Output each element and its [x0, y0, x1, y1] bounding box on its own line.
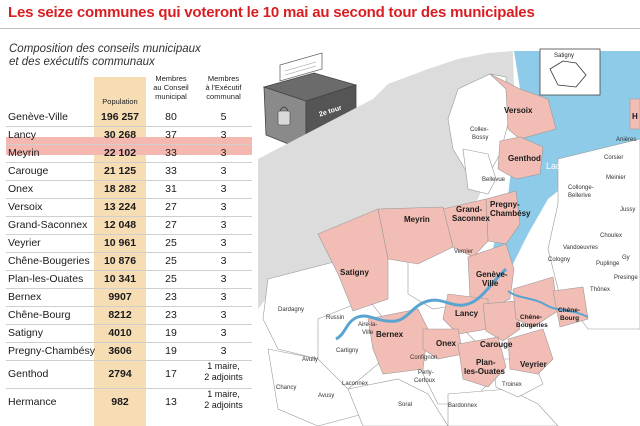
table-row [6, 324, 252, 342]
population-value: 3606 [108, 345, 132, 357]
label-bellevue: Bellevue [482, 177, 506, 183]
label-chene-bourg-1: Chêne- [558, 307, 581, 314]
column-header-council-line-1: Membres [155, 74, 187, 83]
population-value: 10 341 [103, 273, 137, 285]
council-value: 31 [165, 183, 177, 195]
population-value: 982 [111, 396, 129, 408]
label-plan-les-ouates-2: les-Ouates [464, 367, 505, 376]
population-value: 10 961 [103, 237, 137, 249]
population-value: 13 224 [103, 201, 137, 213]
table-row [6, 252, 252, 270]
label-satigny: Satigny [340, 268, 369, 277]
table-row [6, 234, 252, 252]
executive-value: 3 [220, 219, 227, 231]
executive-value: 3 [220, 201, 227, 213]
commune-name: Satigny [8, 327, 44, 339]
executive-value-line-1: 1 maire, [207, 389, 240, 399]
population-value: 10 876 [103, 255, 137, 267]
council-value: 27 [165, 219, 177, 231]
label-collonge-1: Collonge- [568, 185, 594, 191]
commune-name: Meyrin [8, 147, 40, 159]
commune-name: Genève-Ville [8, 111, 68, 123]
label-hermance-partial: H [632, 112, 638, 121]
council-value: 25 [165, 255, 177, 267]
column-header-executive [195, 74, 252, 101]
label-plan-les-ouates-1: Plan- [476, 358, 496, 367]
commune-name: Grand-Saconnex [8, 219, 88, 231]
table-row [6, 162, 252, 180]
label-grand-saconnex-1: Grand- [456, 205, 483, 214]
commune-name: Plan-les-Ouates [8, 273, 84, 285]
label-meyrin: Meyrin [404, 215, 430, 224]
label-puplinge: Puplinge [596, 261, 620, 267]
label-collex-2: Bossy [472, 135, 489, 141]
label-pregny-2: Chambésy [490, 209, 531, 218]
executive-value-line-2: 2 adjoints [204, 400, 243, 410]
label-vandoeuvres: Vandoeuvres [563, 245, 598, 251]
table-row [6, 360, 252, 388]
label-avusy: Avusy [318, 393, 335, 399]
commune-name: Bernex [8, 291, 42, 303]
column-header-council-line-3: municipal [155, 92, 187, 101]
council-value: 25 [165, 273, 177, 285]
commune-name: Chêne-Bougeries [8, 255, 90, 267]
label-carouge: Carouge [480, 340, 513, 349]
subtitle-line-2: et des exécutifs communaux [9, 56, 155, 68]
commune-name: Lancy [8, 129, 37, 141]
label-dardagny: Dardagny [278, 307, 305, 313]
lake-label: Lac Léman [546, 161, 591, 171]
label-genthod: Genthod [508, 154, 541, 163]
population-value: 8212 [108, 309, 132, 321]
executive-value: 3 [220, 291, 227, 303]
commune-name: Genthod [8, 368, 49, 380]
executive-value: 3 [220, 327, 227, 339]
label-confignon: Confignon [410, 355, 438, 361]
population-value: 2794 [108, 368, 132, 380]
executive-value [195, 389, 252, 411]
label-aire-1: Aire-la- [358, 322, 378, 328]
label-collonge-2: Bellerive [568, 193, 592, 199]
executive-value-line-2: 2 adjoints [204, 372, 243, 382]
table-subtitle [9, 43, 254, 69]
commune-name: Veyrier [8, 237, 41, 249]
label-corsier: Corsier [604, 155, 624, 161]
inset-label: Satigny [554, 53, 575, 59]
council-value: 19 [165, 345, 177, 357]
label-chancy: Chancy [276, 385, 297, 391]
executive-value [195, 361, 252, 383]
label-avully: Avully [302, 357, 318, 363]
population-value: 12 048 [103, 219, 137, 231]
label-lancy: Lancy [455, 309, 479, 318]
table-panel [0, 29, 258, 426]
executive-value: 3 [220, 273, 227, 285]
council-value: 19 [165, 327, 177, 339]
label-veyrier: Veyrier [520, 360, 547, 369]
label-soral: Soral [398, 402, 413, 408]
label-bardonnex: Bardonnex [448, 403, 478, 409]
label-collex-1: Collex- [470, 127, 489, 133]
table-row [6, 108, 252, 126]
label-cartigny: Cartigny [336, 348, 359, 354]
label-anieres: Anières [616, 137, 637, 143]
table-row [6, 144, 252, 162]
label-chene-bougeries-1: Chêne- [520, 314, 543, 321]
column-header-executive-line-3: communal [206, 92, 241, 101]
column-header-executive-line-1: Membres [207, 74, 240, 83]
table-row [6, 288, 252, 306]
table-row [6, 198, 252, 216]
executive-value: 3 [220, 183, 227, 195]
executive-value: 3 [220, 165, 227, 177]
table-row [6, 180, 252, 198]
label-laconnex: Laconnex [342, 381, 369, 387]
commune-name: Chêne-Bourg [8, 309, 71, 321]
population-value: 30 268 [103, 129, 137, 141]
commune-name: Carouge [8, 165, 49, 177]
label-presinge: Presinge [614, 275, 638, 281]
label-jussy: Jussy [620, 207, 636, 213]
label-russin: Russin [326, 315, 345, 321]
executive-value: 3 [220, 129, 227, 141]
label-chene-bougeries-2: Bougeries [516, 322, 548, 329]
label-choulex: Choulex [600, 233, 623, 239]
label-perly-2: Certoux [414, 378, 436, 384]
label-aire-2: Ville [362, 330, 374, 336]
subtitle-line-1: Composition des conseils municipaux [9, 43, 201, 55]
council-value: 17 [165, 368, 177, 380]
population-value: 18 282 [103, 183, 137, 195]
executive-value: 3 [220, 147, 227, 159]
label-vernier: Vernier [454, 249, 474, 255]
council-value: 23 [165, 309, 177, 321]
commune-name: Hermance [8, 396, 57, 408]
label-onex: Onex [436, 339, 457, 348]
column-header-population: Population [102, 97, 138, 106]
label-troinex: Troinex [502, 382, 522, 388]
council-value: 80 [165, 111, 177, 123]
table-row [6, 216, 252, 234]
table-row [6, 306, 252, 324]
map [258, 29, 640, 426]
label-geneve-ville-1: Genève- [476, 270, 508, 279]
label-versoix: Versoix [504, 106, 533, 115]
population-value: 22 102 [103, 147, 137, 159]
ballot-box-label: 2e tour [318, 104, 343, 119]
council-value: 25 [165, 237, 177, 249]
executive-value: 3 [220, 237, 227, 249]
headline: Les seize communes qui voteront le 10 mai au second tour des municipales [8, 4, 535, 21]
label-bernex: Bernex [376, 330, 404, 339]
label-pregny-1: Pregny- [490, 200, 520, 209]
label-geneve-ville-2: Ville [482, 279, 499, 288]
label-grand-saconnex-2: Saconnex [452, 214, 490, 223]
label-cologny: Cologny [548, 257, 571, 263]
executive-value: 5 [220, 111, 227, 123]
table-row [6, 126, 252, 144]
council-value: 27 [165, 201, 177, 213]
council-value: 37 [165, 129, 177, 141]
executive-value: 3 [220, 345, 227, 357]
column-header-council-line-2: au Conseil [153, 83, 189, 92]
executive-value-line-1: 1 maire, [207, 361, 240, 371]
table-row [6, 388, 252, 416]
population-value: 9907 [108, 291, 132, 303]
population-value: 4010 [108, 327, 132, 339]
table-row [6, 342, 252, 360]
executive-value: 3 [220, 255, 227, 267]
council-value: 33 [165, 165, 177, 177]
label-chene-bourg-2: Bourg [560, 315, 580, 322]
population-value: 196 257 [101, 111, 139, 123]
inset-map [540, 49, 600, 95]
commune-name: Pregny-Chambésy [8, 345, 95, 357]
label-meinier: Meinier [606, 175, 626, 181]
commune-name: Onex [8, 183, 34, 195]
population-value: 21 125 [103, 165, 137, 177]
council-value: 33 [165, 147, 177, 159]
label-thonex: Thônex [590, 287, 611, 293]
table-row [6, 270, 252, 288]
council-value: 13 [165, 396, 177, 408]
column-header-council [147, 74, 195, 101]
label-perly-1: Perly- [418, 370, 434, 376]
column-header-executive-line-2: à l'Exécutif [205, 83, 242, 92]
council-value: 23 [165, 291, 177, 303]
label-gy: Gy [622, 255, 630, 261]
executive-value: 3 [220, 309, 227, 321]
commune-name: Versoix [8, 201, 43, 213]
